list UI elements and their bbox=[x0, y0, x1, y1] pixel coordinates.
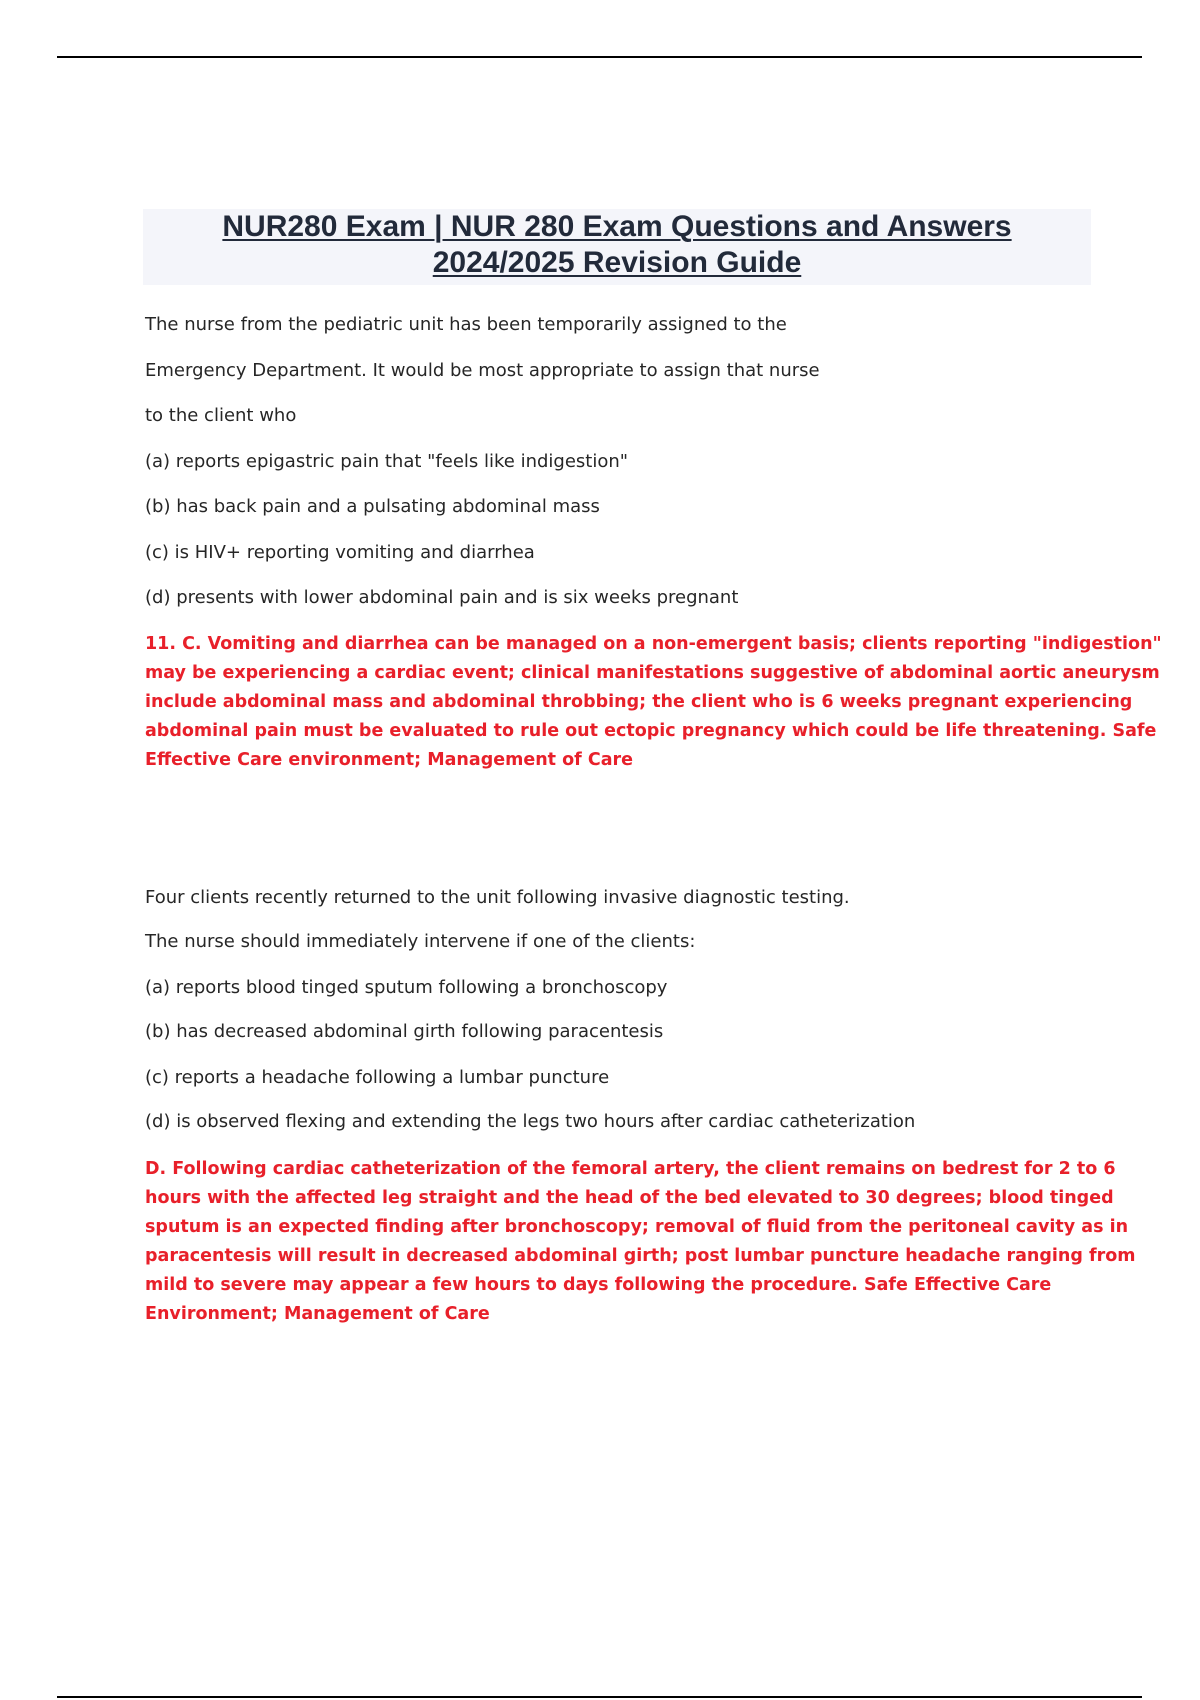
answer-line: abdominal pain must be evaluated to rule out ectopic pregnancy which could be life threatening. Safe bbox=[145, 721, 1157, 741]
question-2-option-c: (c) reports a headache following a lumbar puncture bbox=[145, 1067, 610, 1088]
question-1-option-c: (c) is HIV+ reporting vomiting and diarrhea bbox=[145, 542, 535, 563]
answer-line: sputum is an expected finding after bronchoscopy; removal of fluid from the peritoneal cavity as in bbox=[145, 1217, 1129, 1237]
question-1-stem-line: Emergency Department. It would be most appropriate to assign that nurse bbox=[145, 360, 820, 381]
header-rule bbox=[57, 56, 1142, 58]
answer-line: Effective Care environment; Management of Care bbox=[145, 750, 634, 770]
answer-line: paracentesis will result in decreased abdominal girth; post lumbar puncture headache ranging from bbox=[145, 1246, 1136, 1266]
answer-line: include abdominal mass and abdominal throbbing; the client who is 6 weeks pregnant experiencing bbox=[145, 692, 1133, 712]
footer-rule bbox=[57, 1696, 1142, 1698]
document-title bbox=[143, 209, 1091, 285]
question-1-answer bbox=[145, 630, 1162, 775]
answer-line: hours with the affected leg straight and the head of the bed elevated to 30 degrees; blood tinged bbox=[145, 1188, 1114, 1208]
question-2-answer bbox=[145, 1155, 1136, 1329]
question-1-option-a: (a) reports epigastric pain that "feels like indigestion" bbox=[145, 451, 629, 472]
answer-line: Environment; Management of Care bbox=[145, 1304, 490, 1324]
question-1-option-d: (d) presents with lower abdominal pain and is six weeks pregnant bbox=[145, 587, 739, 608]
question-2-stem-line: Four clients recently returned to the unit following invasive diagnostic testing. bbox=[145, 887, 850, 908]
answer-line: may be experiencing a cardiac event; clinical manifestations suggestive of abdominal aortic aneurysm bbox=[145, 663, 1160, 683]
title-line-2: 2024/2025 Revision Guide bbox=[432, 246, 802, 279]
question-1-option-b: (b) has back pain and a pulsating abdominal mass bbox=[145, 496, 600, 517]
answer-line: D. Following cardiac catheterization of the femoral artery, the client remains on bedrest for 2 to 6 bbox=[145, 1159, 1116, 1179]
question-1-stem-line: to the client who bbox=[145, 405, 297, 426]
question-2-option-d: (d) is observed flexing and extending the legs two hours after cardiac catheterization bbox=[145, 1111, 916, 1132]
answer-line: 11. C. Vomiting and diarrhea can be managed on a non-emergent basis; clients reporting "indigestion" bbox=[145, 634, 1162, 654]
answer-line: mild to severe may appear a few hours to days following the procedure. Safe Effective Care bbox=[145, 1275, 1052, 1295]
question-2-option-b: (b) has decreased abdominal girth following paracentesis bbox=[145, 1021, 664, 1042]
question-1-stem-line: The nurse from the pediatric unit has been temporarily assigned to the bbox=[145, 314, 787, 335]
question-2-stem-line: The nurse should immediately intervene if one of the clients: bbox=[145, 931, 696, 952]
title-line-1: NUR280 Exam | NUR 280 Exam Questions and Answers bbox=[222, 210, 1012, 243]
question-2-option-a: (a) reports blood tinged sputum following a bronchoscopy bbox=[145, 977, 668, 998]
